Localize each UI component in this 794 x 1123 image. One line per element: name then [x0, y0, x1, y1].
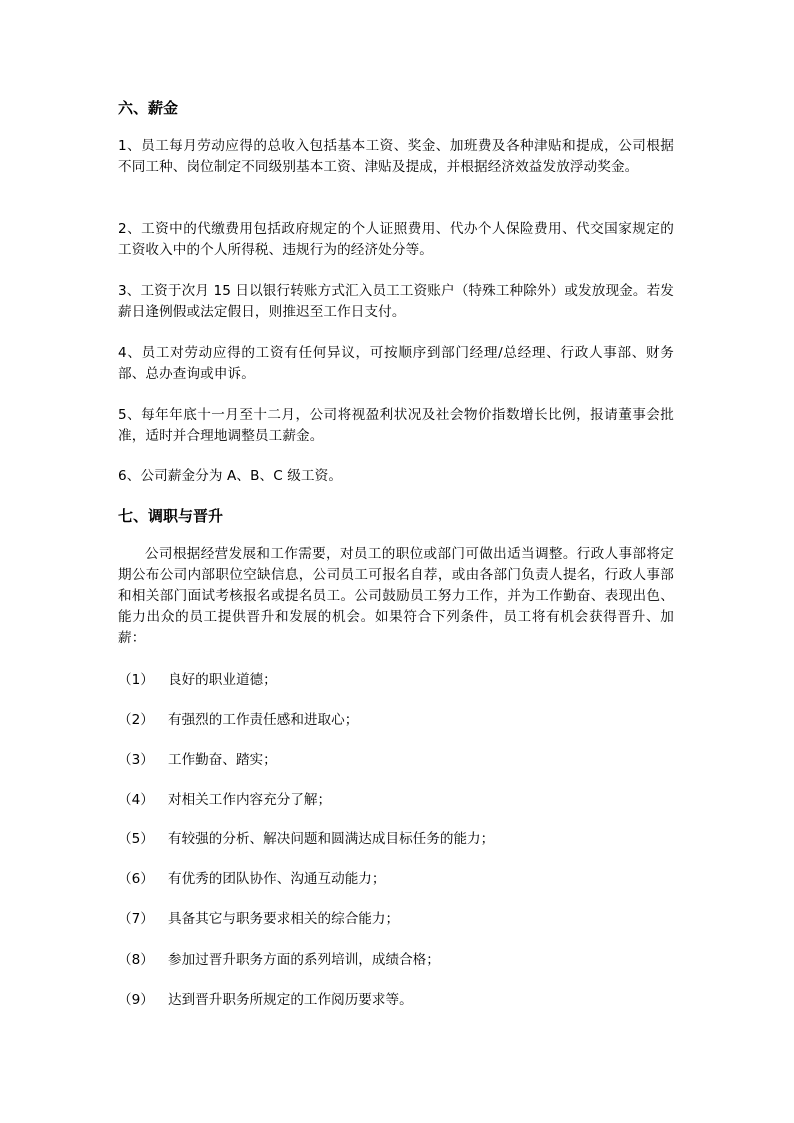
list-item-number: （1）	[118, 672, 154, 688]
salary-paragraph-5: 5、每年年底十一月至十二月，公司将视盈利状况及社会物价指数增长比例，报请董事会批准，适时并合理地调整员工薪金。	[118, 407, 674, 444]
promotion-intro-paragraph: 公司根据经营发展和工作需要，对员工的职位或部门可做出适当调整。行政人事部将定期公布公司内部职位空缺信息，公司员工可报名自荐，或由各部门负责人提名，行政人事部和相关部门面试考核报名或提名员工。公司鼓励员工努力工作，并为工作勤奋、表现出色、能力出众的员工提供晋升和发展的机会。如果符合下列条件，员工将有机会获得晋升、加薪：	[118, 546, 674, 646]
salary-paragraph-2: 2、工资中的代缴费用包括政府规定的个人证照费用、代办个人保险费用、代交国家规定的工资收入中的个人所得税、违规行为的经济处分等。	[118, 221, 674, 258]
salary-paragraph-1: 1、员工每月劳动应得的总收入包括基本工资、奖金、加班费及各种津贴和提成，公司根据不同工种、岗位制定不同级别基本工资、津贴及提成，并根据经济效益发放浮动奖金。	[118, 138, 674, 175]
list-item-number: （3）	[118, 752, 154, 768]
section-heading-transfer-promotion: 七、调职与晋升	[118, 507, 224, 525]
list-item-number: （9）	[118, 992, 154, 1008]
salary-paragraph-4: 4、员工对劳动应得的工资有任何异议，可按顺序到部门经理/总经理、行政人事部、财务部、总办查询或申诉。	[118, 345, 674, 382]
list-item-number: （8）	[118, 952, 154, 968]
list-item	[118, 829, 494, 849]
list-item-text: 良好的职业道德；	[168, 672, 277, 688]
list-item	[118, 750, 277, 770]
list-item-text: 有优秀的团队协作、沟通互动能力；	[168, 871, 386, 887]
list-item-number: （6）	[118, 871, 154, 887]
list-item-number: （4）	[118, 792, 154, 808]
list-item	[118, 950, 440, 970]
list-item	[118, 909, 399, 929]
list-item-text: 工作勤奋、踏实；	[168, 752, 277, 768]
list-item	[118, 990, 413, 1010]
list-item-text: 参加过晋升职务方面的系列培训，成绩合格；	[168, 952, 440, 968]
list-item-text: 具备其它与职务要求相关的综合能力；	[168, 911, 400, 927]
list-item-number: （5）	[118, 831, 154, 847]
list-item-text: 对相关工作内容充分了解；	[168, 792, 332, 808]
list-item	[118, 670, 277, 690]
list-item	[118, 790, 331, 810]
list-item-text: 有较强的分析、解决问题和圆满达成目标任务的能力；	[168, 831, 495, 847]
list-item-text: 达到晋升职务所规定的工作阅历要求等。	[168, 992, 413, 1008]
list-item	[118, 710, 358, 730]
list-item-number: （2）	[118, 712, 154, 728]
salary-paragraph-6: 6、公司薪金分为 A、B、C 级工资。	[118, 468, 343, 484]
list-item	[118, 869, 386, 889]
salary-paragraph-3: 3、工资于次月 15 日以银行转账方式汇入员工工资账户（特殊工种除外）或发放现金。若发薪日逢例假或法定假日，则推迟至工作日支付。	[118, 283, 674, 320]
list-item-text: 有强烈的工作责任感和进取心；	[168, 712, 359, 728]
section-heading-salary: 六、薪金	[118, 99, 179, 117]
list-item-number: （7）	[118, 911, 154, 927]
